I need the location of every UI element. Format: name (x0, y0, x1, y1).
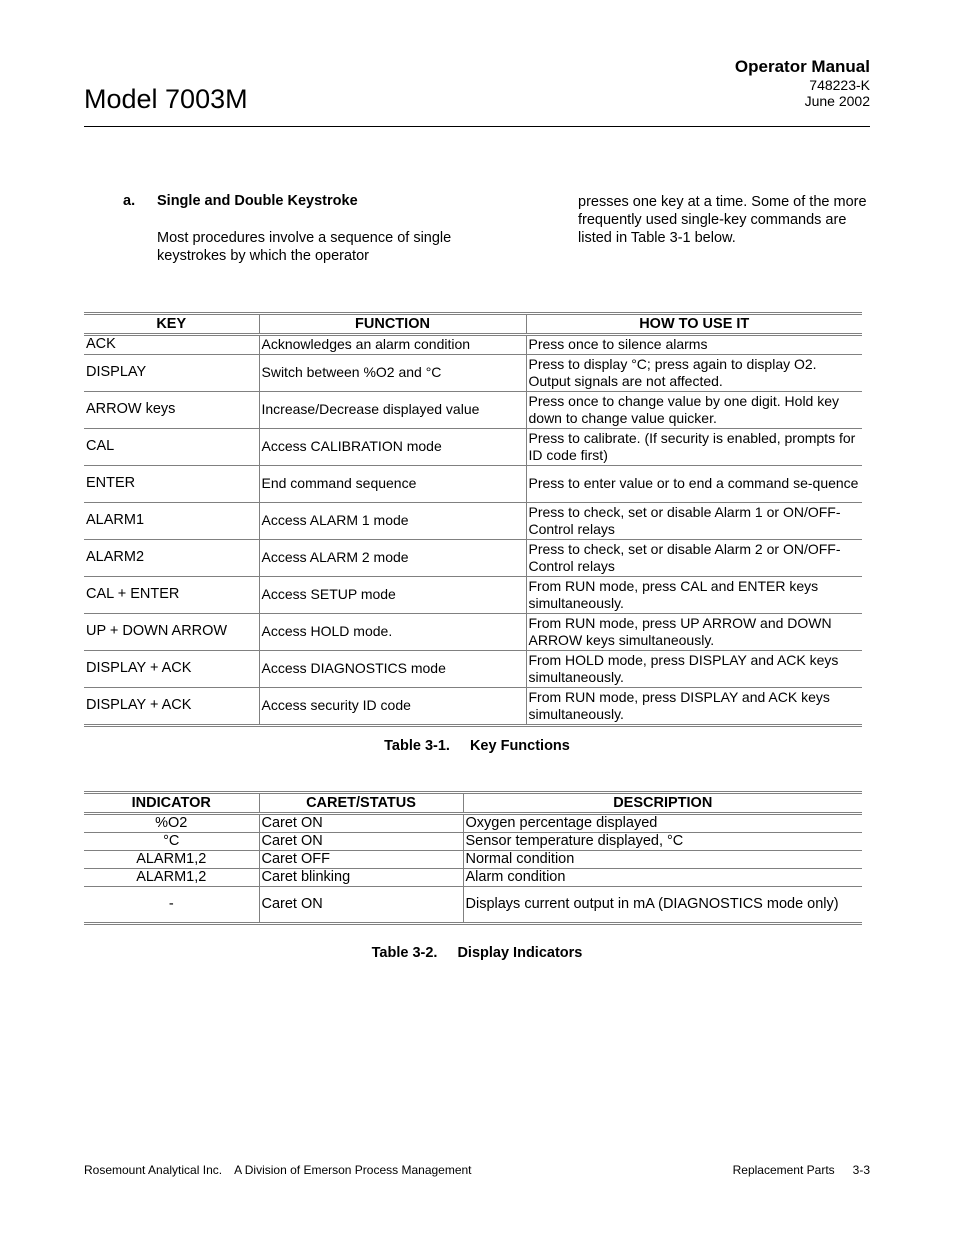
page-number: 3-3 (852, 1163, 870, 1177)
how-cell: Press to enter value or to end a command se-quence (526, 466, 862, 503)
function-cell: Acknowledges an alarm condition (259, 335, 526, 355)
indicator-cell: °C (84, 833, 259, 851)
table-row (84, 392, 862, 429)
function-cell: Access DIAGNOSTICS mode (259, 651, 526, 688)
description-cell: Displays current output in mA (DIAGNOSTICS mode only) (463, 887, 862, 924)
key-functions-table (84, 312, 862, 727)
table2-caption-number: Table 3-2. (371, 945, 438, 961)
table1-caption-number: Table 3-1. (384, 738, 450, 754)
doc-number: 748223-K (809, 77, 870, 93)
table2-caption (0, 945, 954, 961)
function-cell: End command sequence (259, 466, 526, 503)
table-row (84, 869, 862, 887)
key-cell: DISPLAY + ACK (84, 651, 259, 688)
model-title: Model 7003M (84, 84, 248, 114)
function-cell: Access ALARM 1 mode (259, 503, 526, 540)
function-cell: Switch between %O2 and °C (259, 355, 526, 392)
description-cell: Oxygen percentage displayed (463, 814, 862, 833)
table-row (84, 355, 862, 392)
how-cell: Press to check, set or disable Alarm 1 or ON/OFF-Control relays (526, 503, 862, 540)
function-cell: Access SETUP mode (259, 577, 526, 614)
status-cell: Caret blinking (259, 869, 463, 887)
indicator-cell: - (84, 887, 259, 924)
indicator-cell: ALARM1,2 (84, 851, 259, 869)
function-cell: Access ALARM 2 mode (259, 540, 526, 577)
column-header-indicator: INDICATOR (84, 793, 259, 814)
key-cell: ARROW keys (84, 392, 259, 429)
key-cell: CAL (84, 429, 259, 466)
section-title: Single and Double Keystroke (157, 193, 358, 209)
key-cell: ALARM1 (84, 503, 259, 540)
table-row (84, 814, 862, 833)
column-header-key: KEY (84, 314, 259, 335)
key-cell: UP + DOWN ARROW (84, 614, 259, 651)
header-rule (84, 126, 870, 127)
function-cell: Access HOLD mode. (259, 614, 526, 651)
column-header-description: DESCRIPTION (463, 793, 862, 814)
table-row (84, 688, 862, 726)
manual-title: Operator Manual (734, 57, 870, 76)
display-indicators-table (84, 791, 862, 925)
how-cell: Press once to silence alarms (526, 335, 862, 355)
how-cell: From HOLD mode, press DISPLAY and ACK keys simultaneously. (526, 651, 862, 688)
column-header-status: CARET/STATUS (259, 793, 463, 814)
function-cell: Access security ID code (259, 688, 526, 726)
key-cell: DISPLAY + ACK (84, 688, 259, 726)
description-cell: Alarm condition (463, 869, 862, 887)
paragraph-left: Most procedures involve a sequence of single keystrokes by which the operator (157, 230, 452, 264)
how-cell: From RUN mode, press CAL and ENTER keys simultaneously. (526, 577, 862, 614)
footer-right (733, 1163, 870, 1177)
status-cell: Caret ON (259, 833, 463, 851)
indicator-cell: ALARM1,2 (84, 869, 259, 887)
table-row (84, 833, 862, 851)
function-cell: Increase/Decrease displayed value (259, 392, 526, 429)
section-letter: a. (123, 193, 136, 209)
function-cell: Access CALIBRATION mode (259, 429, 526, 466)
how-cell: From RUN mode, press UP ARROW and DOWN ARROW keys simultaneously. (526, 614, 862, 651)
key-cell: ALARM2 (84, 540, 259, 577)
table-row (84, 466, 862, 503)
table1-caption (0, 738, 954, 754)
key-cell: ACK (84, 335, 259, 355)
table-row (84, 851, 862, 869)
table-row (84, 335, 862, 355)
status-cell: Caret OFF (259, 851, 463, 869)
table1-caption-title: Key Functions (469, 738, 570, 754)
doc-date: June 2002 (804, 93, 870, 109)
table-row (84, 540, 862, 577)
table-row (84, 887, 862, 924)
how-cell: Press to calibrate. (If security is enabled, prompts for ID code first) (526, 429, 862, 466)
table-row (84, 429, 862, 466)
footer-company: Rosemount Analytical Inc. (84, 1163, 223, 1177)
header-info (735, 57, 870, 109)
how-cell: Press once to change value by one digit. Hold key down to change value quicker. (526, 392, 862, 429)
description-cell: Normal condition (463, 851, 862, 869)
how-cell: Press to check, set or disable Alarm 2 or ON/OFF-Control relays (526, 540, 862, 577)
table-header-row (84, 793, 862, 814)
key-cell: ENTER (84, 466, 259, 503)
table-row (84, 614, 862, 651)
status-cell: Caret ON (259, 814, 463, 833)
paragraph-right: presses one key at a time. Some of the more frequently used single-key commands are listed in Table 3-1 below. (578, 194, 867, 246)
description-cell: Sensor temperature displayed, °C (463, 833, 862, 851)
indicator-cell: %O2 (84, 814, 259, 833)
how-cell: Press to display °C; press again to display O2. Output signals are not affected. (526, 355, 862, 392)
column-header-how: HOW TO USE IT (526, 314, 862, 335)
column-header-function: FUNCTION (259, 314, 526, 335)
table-row (84, 503, 862, 540)
key-cell: DISPLAY (84, 355, 259, 392)
footer-division: A Division of Emerson Process Management (234, 1163, 472, 1177)
footer-section-name: Replacement Parts (732, 1163, 835, 1177)
table-row (84, 577, 862, 614)
how-cell: From RUN mode, press DISPLAY and ACK keys simultaneously. (526, 688, 862, 726)
table2-caption-title: Display Indicators (457, 945, 583, 961)
table-header-row (84, 314, 862, 335)
table-row (84, 651, 862, 688)
key-cell: CAL + ENTER (84, 577, 259, 614)
footer-left (84, 1163, 472, 1177)
status-cell: Caret ON (259, 887, 463, 924)
